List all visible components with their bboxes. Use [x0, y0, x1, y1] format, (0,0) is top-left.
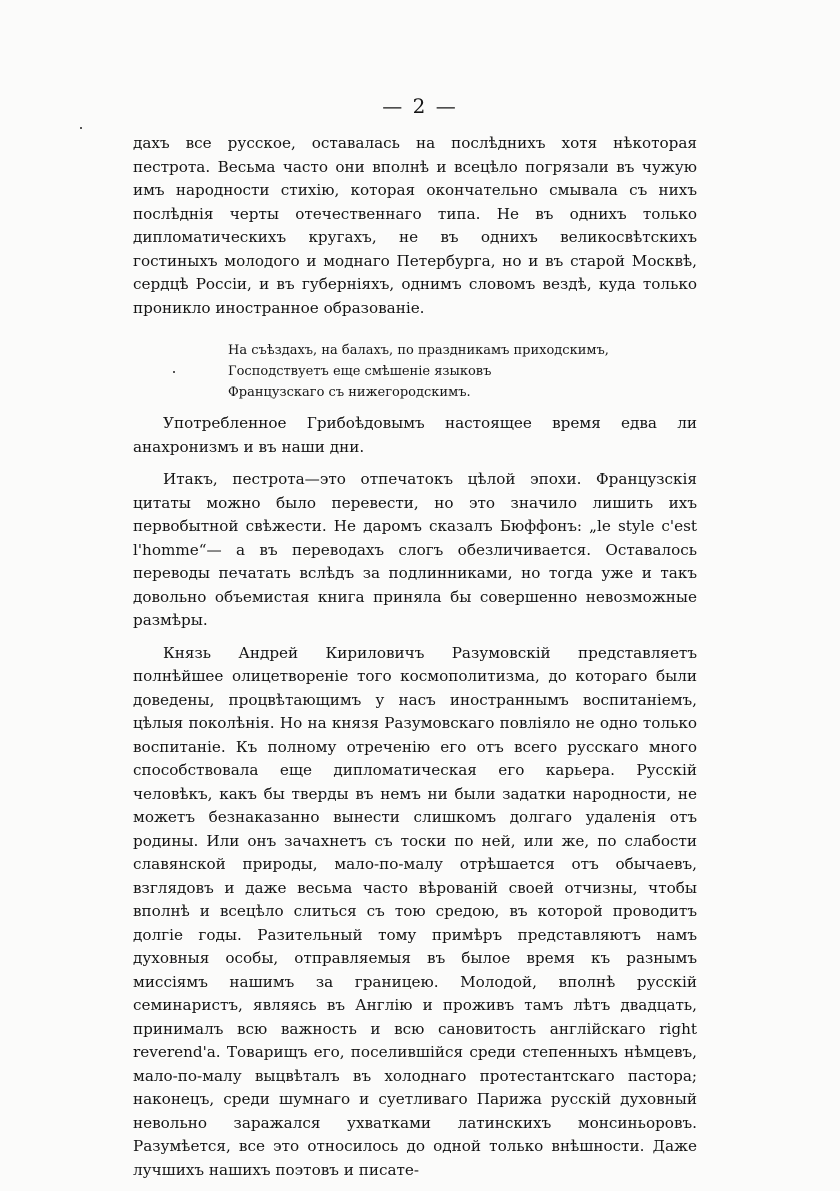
margin-speck — [173, 371, 175, 373]
quote-line-1: На съѣздахъ, на балахъ, по праздникамъ приходскимъ, — [228, 343, 609, 358]
verse-quotation — [228, 340, 668, 403]
margin-speck — [80, 127, 82, 129]
paragraph-razumovsky: Князь Андрей Кириловичъ Разумовскій представляетъ полнѣйшее олицетвореніе того космополитизма, до котораго были доведены, процвѣтающимъ у насъ иностраннымъ воспитаніемъ, цѣлыя поколѣнія. Но на князя Разумовскаго повліяло не одно только воспитаніе. Къ полному отреченію его отъ всего русскаго много способствовала еще дипломатическая его карьера. Русскій человѣкъ, какъ бы тверды въ немъ ни были задатки народности, не можетъ безнаказанно вынести слишкомъ долгаго удаленія отъ родины. Или онъ зачахнетъ съ тоски по ней, или же, по слабости славянской природы, мало-по-малу отрѣшается отъ обычаевъ, взглядовъ и даже весьма часто вѣрованій своей отчизны, чтобы вполнѣ и всецѣло слиться съ тою средою, въ которой проводитъ долгіе годы. Разительный тому примѣръ представляютъ намъ духовныя особы, отправляемыя въ былое время къ разнымъ миссіямъ нашимъ за границею. Молодой, вполнѣ русскій семинаристъ, являясь въ Англію и проживъ тамъ лѣтъ двадцать, принималъ всю важность и всю сановитость англійскаго right reverend'а. Товарищъ его, поселившійся среди степенныхъ нѣмцевъ, мало-по-малу выцвѣталъ въ холоднаго протестантскаго пастора; наконецъ, среди шумнаго и суетливаго Парижа русскій духовный невольно заражался ухватками латинскихъ монсиньоровъ. Разумѣется, все это относилось до одной только внѣшности. Даже лучшихъ нашихъ поэтовъ и писате- — [133, 643, 697, 1179]
page-number: — 2 — — [382, 94, 458, 118]
paragraph-pestrota: Итакъ, пестрота—это отпечатокъ цѣлой эпохи. Французскія цитаты можно было перевести, но это значило лишить ихъ первобытной свѣжести. Не даромъ сказалъ Бюффонъ: „le style c'est l'homme“— а въ переводахъ слогъ обезличивается. Оставалось переводы печатать вслѣдъ за подлинниками, но тогда уже и такъ довольно объемистая книга приняла бы совершенно невозможные размѣры. — [133, 470, 697, 629]
opening-text — [133, 132, 697, 329]
main-text — [133, 412, 697, 1191]
quote-line-3: Французскаго съ нижегородскимъ. — [228, 385, 471, 400]
quote-line-2: Господствуетъ еще смѣшеніе языковъ — [228, 364, 492, 379]
opening-paragraph: дахъ все русское, оставалась на послѣднихъ хотя нѣкоторая пестрота. Весьма часто они вполнѣ и всецѣло погрязали въ чужую имъ народности стихію, которая окончательно смывала съ нихъ послѣднія черты отечественнаго типа. Не въ однихъ только дипломатическихъ кругахъ, не въ однихъ великосвѣтскихъ гостиныхъ молодого и моднаго Петербурга, но и въ старой Москвѣ, сердцѣ Россіи, и въ губерніяхъ, однимъ словомъ вездѣ, куда только проникло иностранное образованіе. — [133, 134, 697, 317]
paragraph-griboedov: Употребленное Грибоѣдовымъ настоящее время едва ли анахронизмъ и въ наши дни. — [133, 414, 697, 456]
